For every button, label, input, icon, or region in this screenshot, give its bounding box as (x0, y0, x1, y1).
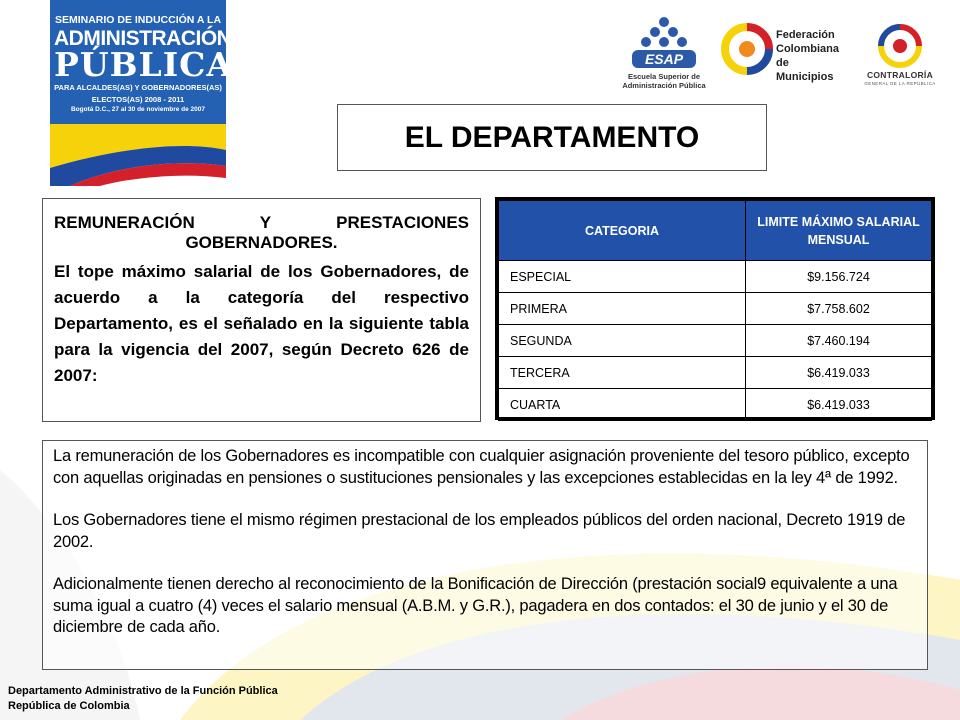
table-cell-categoria: ESPECIAL (499, 261, 746, 293)
table-row (499, 261, 932, 293)
contraloria-seal-icon (858, 22, 942, 70)
contraloria-subtitle: GENERAL DE LA REPÚBLICA (864, 81, 936, 86)
seminar-line-2: ADMINISTRACIÓN (54, 27, 232, 50)
table-row (499, 325, 932, 357)
contraloria-name: CONTRALORÍA (866, 70, 934, 80)
info-paragraph-2: Los Gobernadores tiene el mismo régimen prestacional de los empleados públicos del orden nacional, Decreto 1919 de 2002. (53, 511, 906, 551)
table-row (499, 389, 932, 421)
seminar-line-3: PÚBLICA (54, 45, 233, 84)
info-paragraph-1: La remuneración de los Gobernadores es incompatible con cualquier asignación proveniente del tesoro público, excepto con aquellas originadas en pensiones o sustituciones pensionales y las excepciones establecidas en la ley 4ª de 1992. (53, 447, 910, 487)
info-paragraph-3: Adicionalmente tienen derecho al reconocimiento de la Bonificación de Dirección (prestación social9 equivalente a una suma igual a cuatro (4) veces el salario mensual (A.B.M. y G.R.), pagadera en dos contados: el 30 de junio y el 30 de diciembre de cada año. (53, 575, 898, 636)
table-row (499, 293, 932, 325)
table-cell-categoria: CUARTA (499, 389, 746, 421)
esap-logo (614, 16, 714, 92)
esap-mark-text: ESAP (644, 51, 684, 67)
salary-table (495, 197, 935, 420)
info-box (42, 440, 928, 670)
fcm-line-2: Colombiana (776, 43, 839, 55)
table-cell-categoria: PRIMERA (499, 293, 746, 325)
table-cell-limite: $7.460.194 (746, 325, 932, 357)
footer-line-1: Departamento Administrativo de la Función Pública (8, 685, 278, 697)
table-cell-categoria: SEGUNDA (499, 325, 746, 357)
column-header-limite: LIMITE MÁXIMO SALARIAL MENSUAL (746, 201, 932, 261)
seminar-line-6: Bogotá D.C., 27 al 30 de noviembre de 2007 (70, 106, 206, 113)
remuneracion-box (42, 198, 481, 422)
seminar-line-5: ELECTOS(AS) 2008 - 2011 (91, 95, 185, 104)
fcm-line-3: de Municipios (776, 57, 834, 83)
remuneracion-heading: REMUNERACIÓN Y PRESTACIONES GOBERNADORES. (54, 213, 469, 252)
page-title: EL DEPARTAMENTO (337, 104, 767, 171)
esap-name-line-2: Administración Pública (622, 81, 706, 90)
table-row (499, 357, 932, 389)
footer-line-2: República de Colombia (8, 699, 130, 712)
table-cell-categoria: TERCERA (499, 357, 746, 389)
table-cell-limite: $7.758.602 (746, 293, 932, 325)
contraloria-logo (858, 22, 942, 94)
fcm-logo (720, 22, 848, 84)
column-header-categoria: CATEGORIA (499, 201, 746, 261)
table-cell-limite: $6.419.033 (746, 357, 932, 389)
seminar-line-4: PARA ALCALDES(AS) Y GOBERNADORES(AS) (54, 83, 222, 92)
seminar-line-1: SEMINARIO DE INDUCCIÓN A LA (54, 14, 222, 26)
remuneracion-body: El tope máximo salarial de los Gobernadores, de acuerdo a la categoría del respectivo Departamento, es el señalado en la siguiente tabla para la vigencia del 2007, según Decreto 626 de 2007: (54, 262, 469, 385)
esap-name-line-1: Escuela Superior de (627, 72, 701, 81)
seminar-logo (50, 0, 233, 186)
fcm-swirl-icon (720, 22, 774, 76)
esap-mark-icon (614, 16, 714, 70)
table-cell-limite: $9.156.724 (746, 261, 932, 293)
table-cell-limite: $6.419.033 (746, 389, 932, 421)
footer (8, 684, 278, 713)
table-header-row (499, 201, 932, 261)
fcm-line-1: Federación (776, 29, 835, 41)
